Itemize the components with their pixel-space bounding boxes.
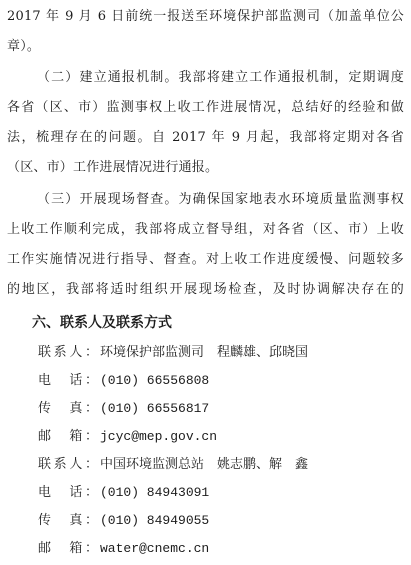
contact-row <box>38 512 209 530</box>
paragraph-line: （三）开展现场督查。为确保国家地表水环境质量监测事权 <box>37 192 404 207</box>
fax-value: (010) 66556817 <box>100 401 210 416</box>
section-heading: 六、联系人及联系方式 <box>32 315 172 331</box>
paragraph-line: （二）建立通报机制。我部将建立工作通报机制，定期调度 <box>37 70 404 85</box>
paragraph-line: 的地区，我部将适时组织开展现场检查，及时协调解决存在的 <box>7 282 404 297</box>
contact-row <box>38 428 217 446</box>
contact-label: 传 真： <box>38 401 98 416</box>
paragraph-line: 工作实施情况进行指导、督查。对上收工作进度缓慢、问题较多 <box>7 252 404 267</box>
contact-value: 环境保护部监测司 程麟雄、邱晓国 <box>100 345 309 360</box>
contact-label: 邮 箱： <box>38 429 98 444</box>
contact-row <box>38 456 308 474</box>
email-value: jcyc@mep.gov.cn <box>100 429 218 444</box>
contact-label: 电 话： <box>38 373 98 388</box>
contact-row <box>38 400 209 418</box>
paragraph-line: 法，梳理存在的问题。自 2017 年 9 月起，我部将定期对各省 <box>7 130 404 145</box>
paragraph-line: 上收工作顺利完成，我部将成立督导组，对各省（区、市）上收 <box>7 222 404 237</box>
fax-value: (010) 84949055 <box>100 513 210 528</box>
contact-label: 联系人： <box>38 457 98 472</box>
contact-row <box>38 344 308 362</box>
contact-row <box>38 372 209 390</box>
paragraph-line: 2017 年 9 月 6 日前统一报送至环境保护部监测司（加盖单位公 <box>7 9 404 24</box>
phone-value: (010) 84943091 <box>100 485 210 500</box>
email-value: water@cnemc.cn <box>100 541 210 556</box>
contact-label: 联系人： <box>38 345 98 360</box>
paragraph-line: 章）。 <box>7 39 41 54</box>
contact-label: 传 真： <box>38 513 98 528</box>
contact-row <box>38 484 209 502</box>
contact-row <box>38 540 209 558</box>
paragraph-line: （区、市）工作进展情况进行通报。 <box>7 160 219 175</box>
contact-label: 电 话： <box>38 485 98 500</box>
contact-value: 中国环境监测总站 姚志鹏、解 鑫 <box>100 457 309 472</box>
contact-label: 邮 箱： <box>38 541 98 556</box>
paragraph-line: 各省（区、市）监测事权上收工作进展情况，总结好的经验和做 <box>7 100 404 115</box>
phone-value: (010) 66556808 <box>100 373 210 388</box>
